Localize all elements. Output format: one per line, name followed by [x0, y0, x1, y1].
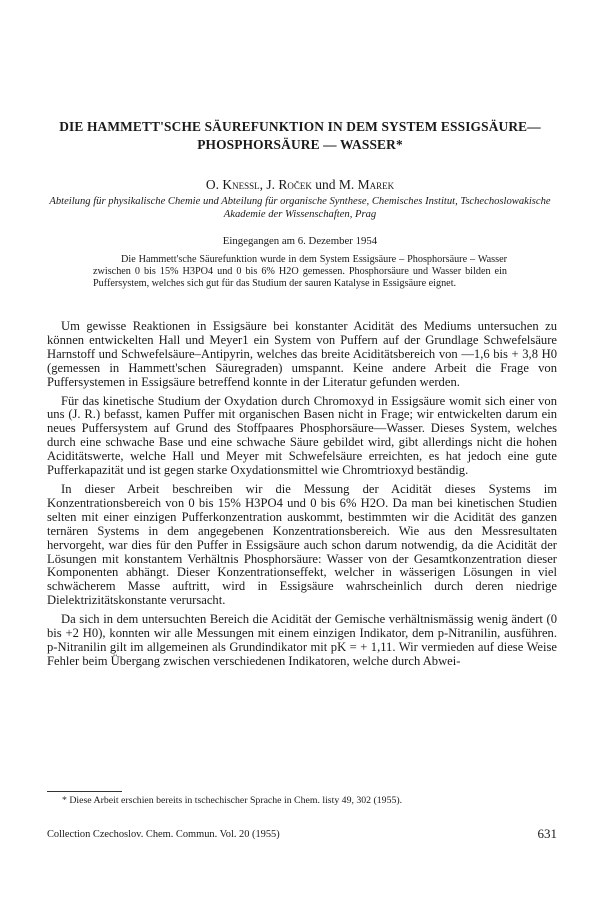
article-title: DIE HAMMETT'SCHE SÄUREFUNKTION IN DEM SYSTEM ESSIGSÄURE— PHOSPHORSÄURE — WASSER*: [59, 119, 541, 152]
paragraph-1: Um gewisse Reaktionen in Essigsäure bei konstanter Acidität des Mediums untersuchen zu können entwickelten Hall und Meyer1 ein System von Puffern auf der Grundlage Schwefelsäure Harnstoff und Schwefelsäure–Antipyrin, welches das breite Aciditätsbereich von —1,6 bis + 3,8 H0 (gemessen in Hammett'schen Säuregraden) umspannt. Keine andere Arbeit die Frage von Puffersystemen in Essigsäure betreffend konnte in der Literatur gefunden werden.: [47, 319, 557, 389]
footnote: * Diese Arbeit erschien bereits in tschechischer Sprache in Chem. listy 49, 302 (1955).: [62, 795, 403, 806]
author-line: [40, 177, 560, 193]
abstract: Die Hammett'sche Säurefunktion wurde in dem System Essigsäure – Phosphorsäure – Wasser zwischen 0 bis 15% H3PO4 und 0 bis 6% H2O gemessen. Phosphorsäure und Wasser bilden ein Puffersystem, welches sich gut für das Studium der sauren Katalyse in Essigsäure eignet.: [93, 254, 507, 289]
journal-citation: Collection Czechoslov. Chem. Commun. Vol. 20 (1955): [47, 829, 280, 840]
article-body: [47, 320, 557, 674]
paragraph-2: Für das kinetische Studium der Oxydation durch Chromoxyd in Essigsäure womit sich einer von uns (J. R.) befasst, kamen Puffer mit organischen Basen nicht in Frage; wir entwickelten darum ein neues Puffersystem auf Grund des Stoffpaares Phosphorsäure—Wasser. Dieses System, welches durch eine schwache Base und eine schwache Säure gebildet wird, gibt allerdings nicht die hohen Aciditätswerte, welche Hall und Meyer mit Schwefelsäure erreichten, es hat jedoch eine gute Pufferkapazität und ist gegen starke Oxydationsmittel wie Chromtrioxyd beständig.: [47, 393, 557, 478]
author-conjunction: und M.: [311, 177, 358, 192]
paragraph-3: In dieser Arbeit beschreiben wir die Messung der Acidität dieses Systems im Konzentrationsbereich von 0 bis 15% H3PO4 und 0 bis 6% H2O. Da man bei kinetischen Studien selten mit einer einzigen Pufferkonzentration auskommt, bestimmten wir die Acidität des ganzen ternären Systems in dem angegebenen Konzentrationsbereich. Wie aus den Messresultaten hervorgeht, war dies für den Puffer in Essigsäure auch schon darum notwendig, da die Acidität der Lösungen mit konstantem Verhältnis Phosphorsäure: Wasser von der Gesamtkonzentration dieser Komponenten abhängt. Dieser Konzentrationseffekt, welcher in wässerigen Lösungen in viel schwächerem Masse auftritt, wird in Essigsäure wahrscheinlich durch deren niedrige Dielektrizitätskonstante verursacht.: [47, 481, 557, 608]
author-1-name: Knessl: [222, 177, 260, 192]
affiliation: Abteilung für physikalische Chemie und Abteilung für organische Synthese, Chemisches Institut, Tschechoslowakische Akademie der Wissenschaften, Prag: [49, 196, 551, 220]
author-1-initial: O.: [205, 177, 223, 192]
paragraph-4: Da sich in dem untersuchten Bereich die Acidität der Gemische verhältnismässig wenig ändert (0 bis +2 H0), konnten wir alle Messungen mit einem einzigen Indikator, dem p-Nitranilin, ausführen. p-Nitranilin gilt im allgemeinen als Grundindikator mit pK = + 1,11. Wir vermieden auf diese Weise Fehler beim Übergang zwischen verschiedenen Indikatoren, welche durch Abwei-: [47, 612, 557, 668]
author-3-name: Marek: [357, 177, 395, 192]
received-date: Eingegangen am 6. Dezember 1954: [222, 235, 378, 247]
page-number: 631: [537, 826, 557, 841]
author-2-name: Roček: [278, 177, 312, 192]
author-2-initial: , J.: [259, 177, 279, 192]
footnote-divider: [47, 791, 122, 792]
